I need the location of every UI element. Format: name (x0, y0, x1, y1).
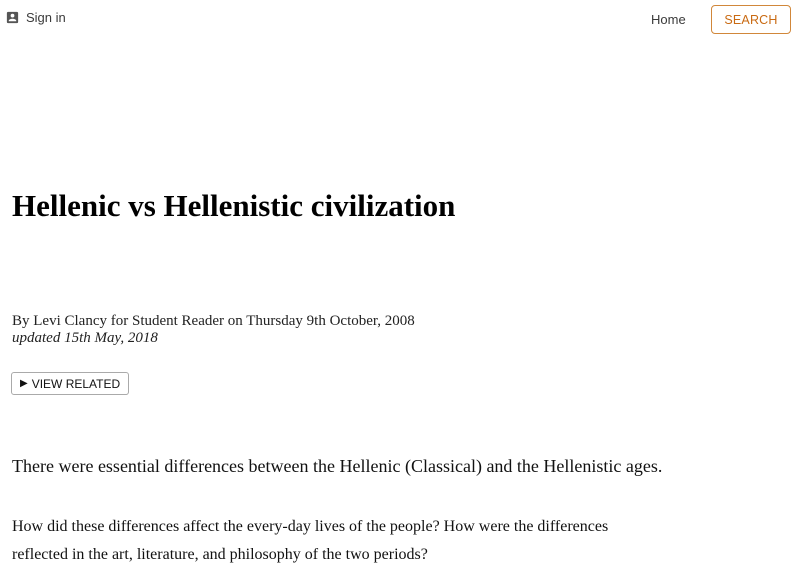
article-body-paragraph: How did these differences affect the every-day lives of the people? How were the differences reflected in the art, literature, and philosophy of the two periods? (12, 518, 609, 563)
article-title: Hellenic vs Hellenistic civilization (12, 188, 456, 223)
play-triangle-icon: ▶ (20, 377, 28, 389)
article-updated-date: updated 15th May, 2018 (12, 330, 158, 346)
sign-in-label: Sign in (26, 10, 66, 25)
account-box-icon (5, 10, 20, 25)
article-lead-paragraph: There were essential differences between the Hellenic (Classical) and the Hellenistic ages. (12, 456, 663, 476)
top-navigation-bar (0, 0, 800, 40)
sign-in-link[interactable] (5, 10, 66, 25)
search-button[interactable]: SEARCH (711, 5, 791, 34)
home-link[interactable]: Home (651, 12, 686, 27)
view-related-button[interactable] (11, 372, 129, 395)
article-byline: By Levi Clancy for Student Reader on Thursday 9th October, 2008 (12, 313, 415, 329)
view-related-label: VIEW RELATED (31, 376, 121, 391)
